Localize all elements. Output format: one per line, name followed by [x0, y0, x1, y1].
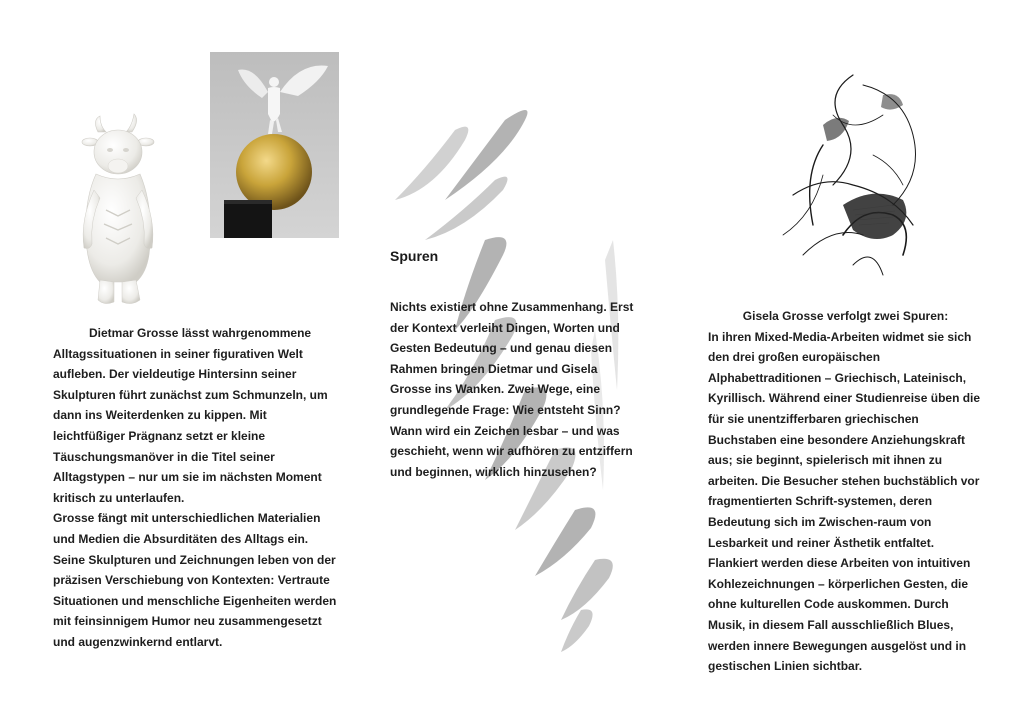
right-column-text — [708, 306, 983, 677]
middle-column-text — [390, 297, 640, 482]
spuren-paragraph: Nichts existiert ohne Zusammenhang. Erst der Kontext verleiht Dingen, Worten und Gesten Bedeutung – und genau diesen Rahmen bringen Dietmar und Gisela Grosse ins Wanken. Zwei Wege, eine grundlegende Frage: Wie entsteht Sinn? Wann wird ein Zeichen lesbar – und was geschieht, wenn wir aufhören zu entziffern und beginnen, wirklich hinzusehen? — [390, 300, 634, 479]
charcoal-drawing-image — [763, 55, 947, 293]
gisela-paragraph-1: In ihren Mixed-Media-Arbeiten widmet sie sich den drei großen europäischen Alphabettraditionen – Griechisch, Lateinisch, Kyrillisch. Während einer Studienreise üben die für sie unentzifferbaren griechischen Buchstaben eine besondere Anziehungskraft aus; sie beginnt, spielerisch mit ihnen zu arbeiten. Die Besucher stehen buchstäblich vor fragmentierten Schrift-systemen, deren Bedeutung sich im Zwischen-raum von Lesbarkeit und reiner Ästhetik entfaltet. — [708, 329, 981, 550]
spuren-title: Spuren — [390, 248, 439, 264]
gisela-paragraph-2: Flankiert werden diese Arbeiten von intuitiven Kohlezeichnungen – körperlichen Gesten, die ohne kulturellen Code auskommen. Durch Musik, in diesem Fall ausschließlich Blues, werden innere Bewegungen ausgelöst und in gestischen Linien sichtbar. — [708, 556, 971, 674]
gisela-heading: Gisela Grosse verfolgt zwei Spuren: — [742, 309, 949, 323]
angel-sphere-sculpture-image — [210, 52, 339, 238]
dietmar-paragraph-1: Dietmar Grosse lässt wahrgenommene Alltagssituationen in seiner figurativen Welt aufleben. Der vieldeutige Hintersinn seiner Skulpturen führt zunächst zum Schmunzeln, um dann ins Weiterdenken zu kippen. Mit leichtfüßiger Prägnanz setzt er kleine Täuschungsmanöver in die Titel seiner Alltagstypen – nur um sie im nächsten Moment kritisch zu unterlaufen. — [53, 326, 328, 505]
left-column-text — [53, 323, 338, 653]
white-figure-sculpture-image — [70, 110, 170, 310]
dietmar-paragraph-2: Grosse fängt mit unterschiedlichen Materialien und Medien die Absurditäten des Alltags ein. Seine Skulpturen und Zeichnungen leben von der präzisen Verschiebung von Kontexten: Vertraute Situationen und menschliche Eigenheiten werden mit feinsinnigem Humor neu zusammengesetzt und augenzwinkernd entlarvt. — [53, 511, 337, 649]
